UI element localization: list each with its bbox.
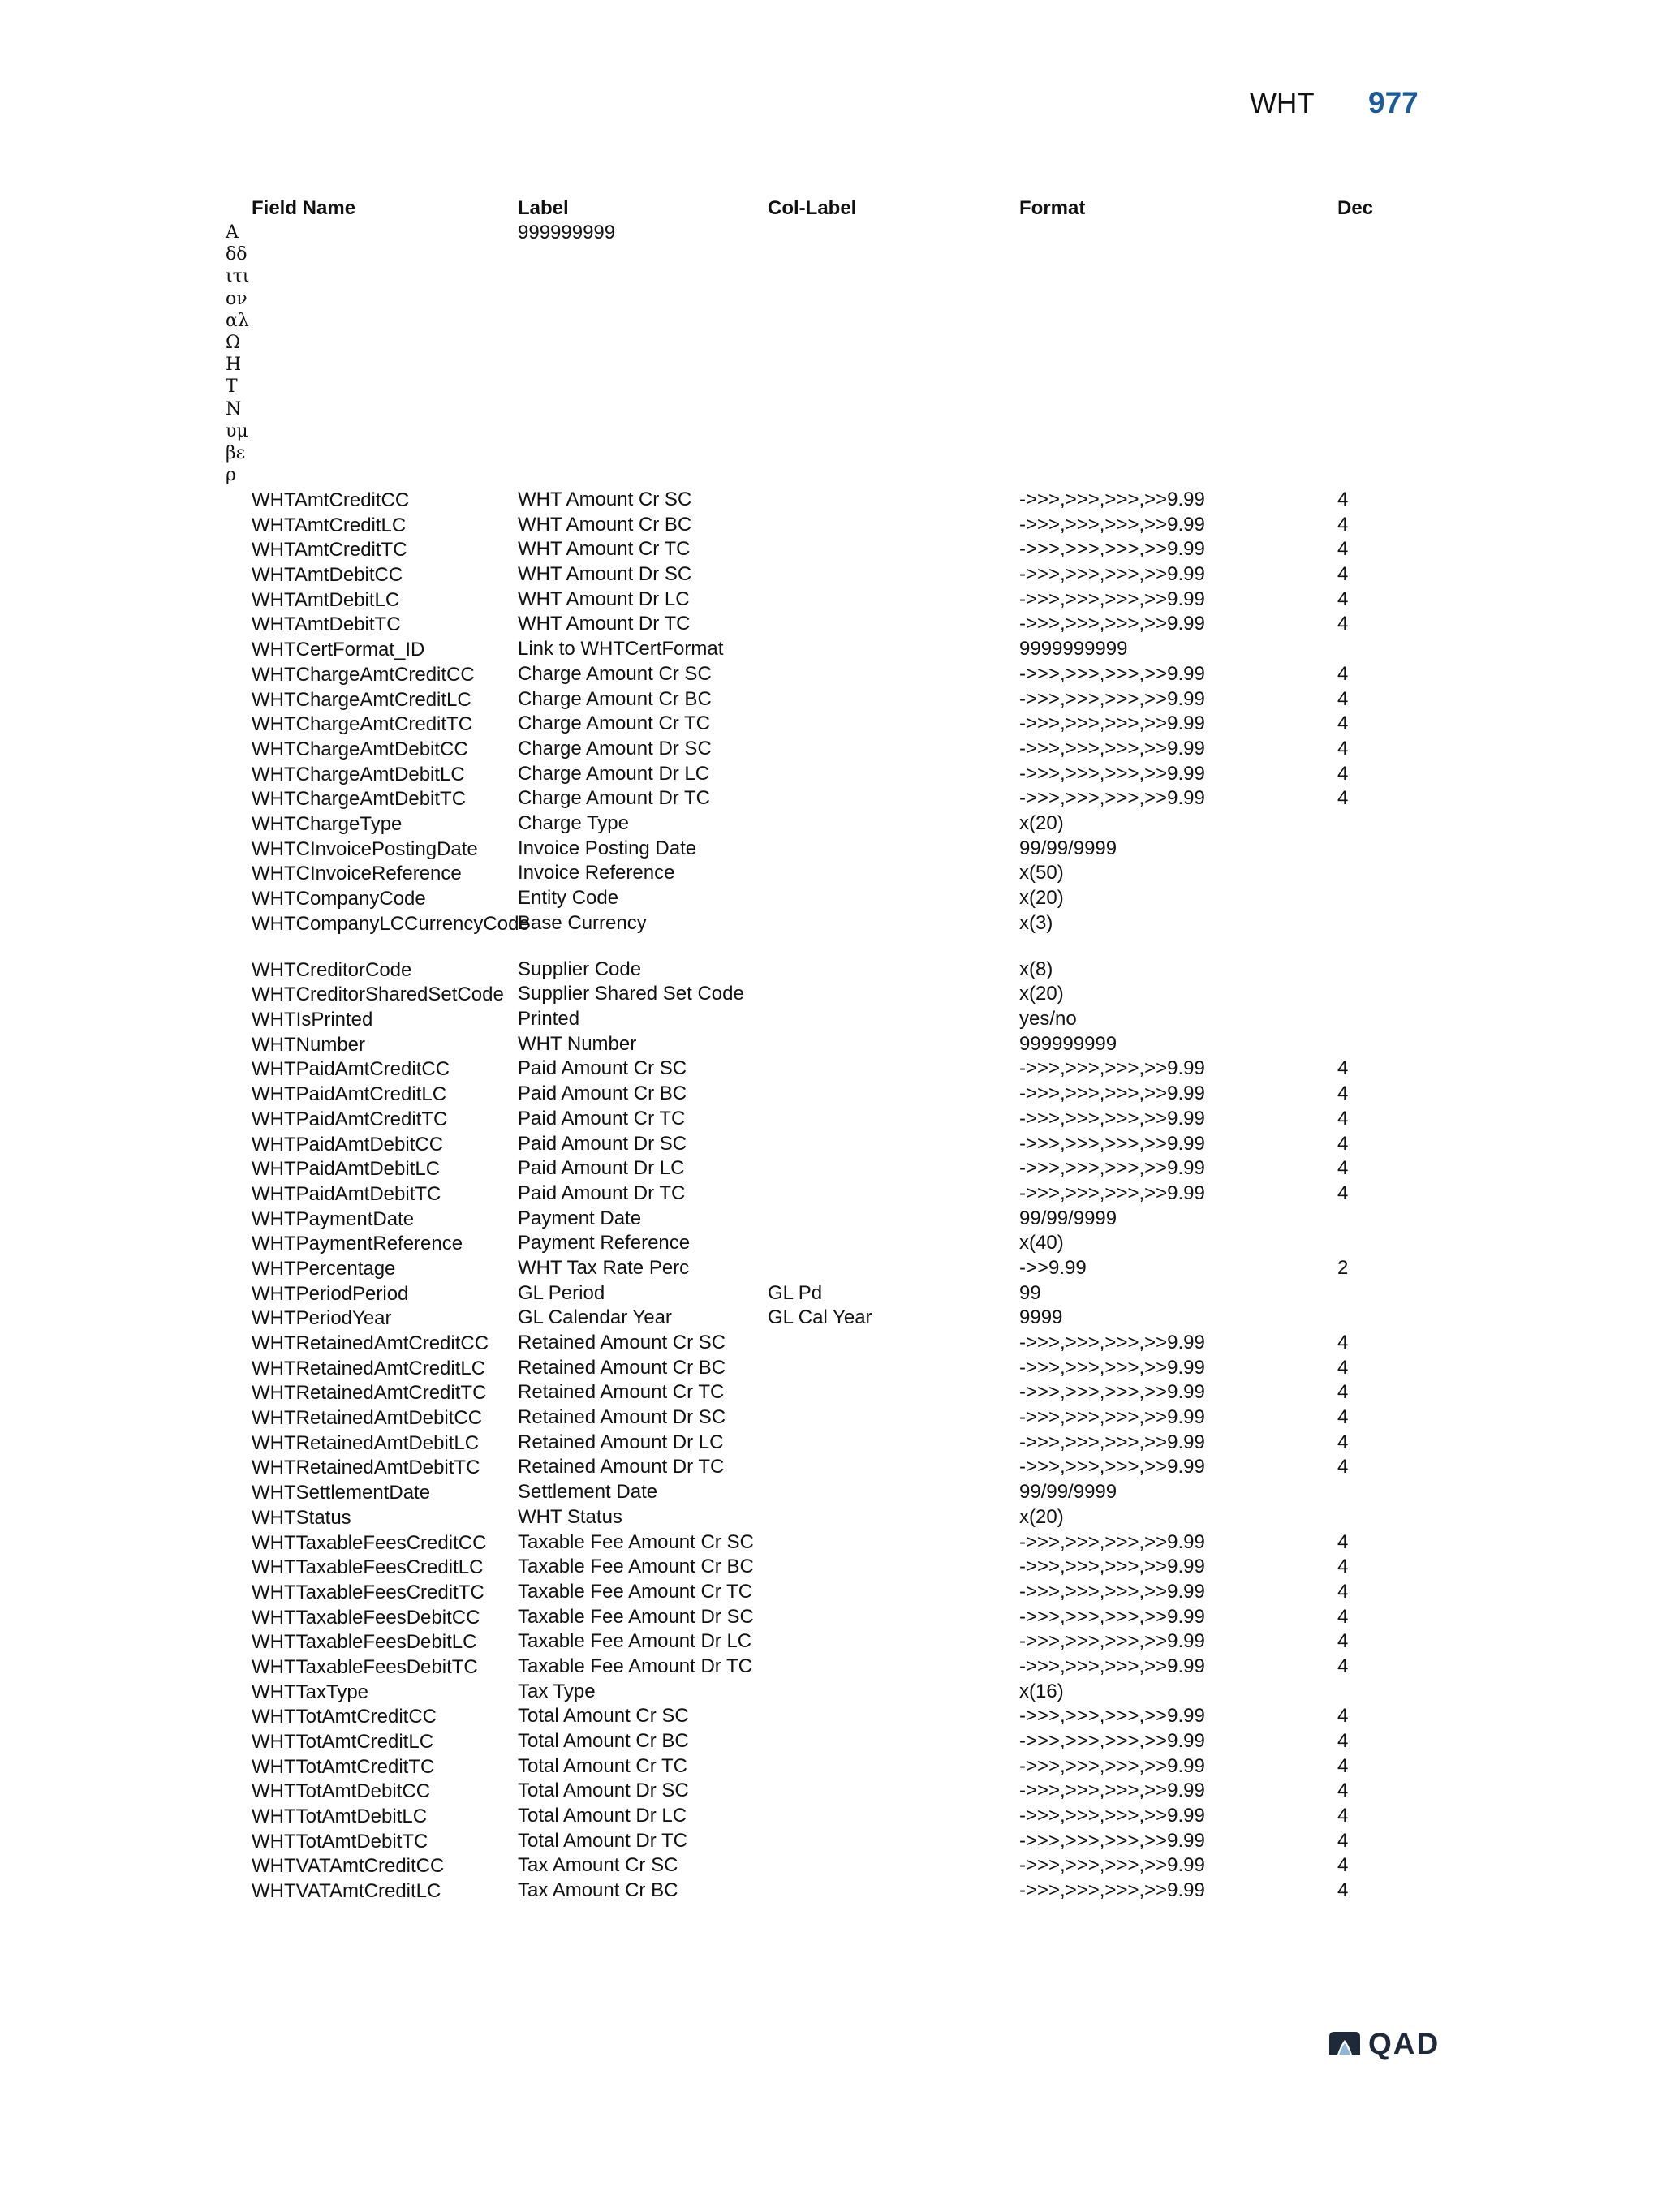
field-name-cell: WHTTotAmtDebitTC [252,1830,428,1853]
format-cell: ->>>,>>>,>>>,>>9.99 [1019,1580,1205,1603]
field-name-cell: WHTAmtCreditTC [252,539,407,562]
dec-cell: 4 [1337,1406,1349,1429]
table-row [0,1629,1662,1655]
format-cell: ->>>,>>>,>>>,>>9.99 [1019,687,1205,710]
dec-cell: 4 [1337,587,1349,610]
label-cell: Retained Amount Dr LC [518,1431,724,1453]
format-cell: ->>>,>>>,>>>,>>9.99 [1019,1406,1205,1429]
dec-cell: 4 [1337,538,1349,561]
dec-cell: 4 [1337,1082,1349,1105]
dec-cell: 4 [1337,687,1349,710]
field-name-cell: WHTCertFormat_ID [252,639,425,661]
format-cell: 9999 [1019,1306,1063,1329]
label-cell: WHT Tax Rate Perc [518,1256,690,1279]
field-name-cell: WHTPaidAmtDebitTC [252,1182,441,1205]
table-row [0,837,1662,862]
label-cell: Settlement Date [518,1481,658,1504]
table-row [0,1306,1662,1331]
table-row [0,1057,1662,1082]
format-cell: ->>>,>>>,>>>,>>9.99 [1019,1456,1205,1478]
format-cell: ->>>,>>>,>>>,>>9.99 [1019,613,1205,635]
label-cell: WHT Amount Dr TC [518,613,691,635]
dec-cell: 4 [1337,1630,1349,1653]
field-name-cell: WHTCompanyLCCurrencyCode [252,912,530,935]
side-marker-glyph: ον [226,288,248,309]
field-name-cell: WHTTaxableFeesDebitLC [252,1631,477,1654]
table-row [0,762,1662,787]
field-name-cell: WHTTotAmtCreditLC [252,1731,434,1753]
format-cell: ->>>,>>>,>>>,>>9.99 [1019,1779,1205,1802]
label-cell: Charge Type [518,811,629,834]
label-cell: Charge Amount Dr LC [518,762,710,785]
table-row [0,662,1662,687]
table-row [0,1380,1662,1405]
field-name-cell: WHTTotAmtCreditTC [252,1755,435,1778]
table-row [0,1878,1662,1904]
field-name-cell: WHTPeriodYear [252,1307,392,1330]
label-cell: Total Amount Cr SC [518,1705,689,1728]
table-row [0,1829,1662,1854]
format-cell: x(40) [1019,1232,1064,1254]
format-cell: ->>>,>>>,>>>,>>9.99 [1019,1705,1205,1728]
format-cell: ->>>,>>>,>>>,>>9.99 [1019,1854,1205,1877]
format-cell: 99/99/9999 [1019,1481,1117,1504]
label-cell: GL Period [518,1281,605,1304]
dec-cell: 4 [1337,1705,1349,1728]
field-name-cell: WHTPaidAmtCreditTC [252,1108,448,1130]
table-row [0,1530,1662,1556]
table-row [0,1754,1662,1779]
table-row [0,1181,1662,1207]
format-cell: ->>>,>>>,>>>,>>9.99 [1019,787,1205,810]
page-number: 977 [1368,86,1419,119]
format-cell: ->>>,>>>,>>>,>>9.99 [1019,662,1205,685]
format-cell: ->>>,>>>,>>>,>>9.99 [1019,538,1205,561]
field-name-cell: WHTChargeAmtCreditCC [252,663,475,686]
dec-cell: 2 [1337,1256,1349,1279]
side-marker-glyph: Ν [226,398,242,420]
field-name-cell: WHTCInvoiceReference [252,863,462,885]
field-name-cell: WHTNumber [252,1033,366,1056]
field-name-cell: WHTTotAmtDebitCC [252,1780,431,1803]
table-row [0,861,1662,886]
field-name-cell: WHTPercentage [252,1257,396,1280]
label-cell: Retained Amount Cr TC [518,1381,725,1404]
table-row [0,1207,1662,1232]
format-cell: x(16) [1019,1680,1064,1702]
label-cell: WHT Number [518,1032,637,1055]
label-cell: WHT Amount Dr LC [518,587,690,610]
dec-cell: 4 [1337,1057,1349,1080]
side-marker-glyph: Τ [226,377,238,398]
table-row [0,911,1662,958]
label-cell: Taxable Fee Amount Cr TC [518,1580,753,1603]
table-row [0,811,1662,837]
table-row [0,637,1662,662]
dec-cell: 4 [1337,662,1349,685]
field-name-cell: WHTPeriodPeriod [252,1282,409,1305]
side-marker-glyph: ιτι [226,266,250,287]
field-name-cell: WHTCreditorCode [252,958,412,981]
label-cell: Paid Amount Dr TC [518,1181,686,1204]
field-name-cell: WHTVATAmtCreditCC [252,1855,445,1878]
field-name-cell: WHTCInvoicePostingDate [252,837,478,860]
label-cell: Charge Amount Dr TC [518,787,710,810]
format-cell: x(20) [1019,1505,1064,1528]
label-cell: Payment Date [518,1207,642,1229]
format-cell: ->>>,>>>,>>>,>>9.99 [1019,1630,1205,1653]
dec-cell: 4 [1337,1530,1349,1553]
format-cell: ->>>,>>>,>>>,>>9.99 [1019,1879,1205,1902]
table-row [0,1256,1662,1281]
dec-cell: 4 [1337,1829,1349,1852]
table-row [0,537,1662,562]
format-cell: ->>>,>>>,>>>,>>9.99 [1019,1381,1205,1404]
format-cell: ->>>,>>>,>>>,>>9.99 [1019,1730,1205,1752]
dec-cell: 4 [1337,488,1349,510]
field-name-cell: WHTCreditorSharedSetCode [252,983,504,1006]
table-row [0,1405,1662,1431]
label-cell: Total Amount Cr BC [518,1730,689,1752]
dec-cell: 4 [1337,1431,1349,1453]
side-marker-glyph: Η [226,355,242,376]
table-row [0,1132,1662,1157]
format-cell: ->>>,>>>,>>>,>>9.99 [1019,1805,1205,1827]
label-cell: Invoice Posting Date [518,837,697,859]
label-cell: Paid Amount Cr BC [518,1082,687,1105]
format-cell: x(8) [1019,958,1053,980]
format-cell: ->>9.99 [1019,1256,1087,1279]
format-cell: ->>>,>>>,>>>,>>9.99 [1019,1356,1205,1379]
table-row [0,1356,1662,1381]
format-cell: ->>>,>>>,>>>,>>9.99 [1019,513,1205,536]
label-cell: Total Amount Dr LC [518,1805,687,1827]
dec-cell: 4 [1337,613,1349,635]
format-cell: x(50) [1019,862,1064,884]
table-row [0,1032,1662,1057]
format-cell: ->>>,>>>,>>>,>>9.99 [1019,737,1205,760]
label-cell: WHT Amount Cr BC [518,513,692,536]
format-cell: ->>>,>>>,>>>,>>9.99 [1019,1530,1205,1553]
field-name-cell: WHTTotAmtCreditCC [252,1706,437,1728]
field-name-cell: WHTAmtDebitTC [252,613,401,636]
table-header-row [0,197,1662,222]
dec-cell: 4 [1337,1605,1349,1628]
table-row [0,712,1662,737]
dec-cell: 4 [1337,1456,1349,1478]
table-row [0,1331,1662,1356]
field-name-cell: WHTChargeAmtDebitLC [252,763,465,785]
dec-cell: 4 [1337,1356,1349,1379]
field-name-cell: WHTRetainedAmtCreditLC [252,1357,486,1379]
footer-logo [1328,2029,1449,2061]
dec-cell: 4 [1337,1556,1349,1578]
label-cell: Total Amount Cr TC [518,1754,687,1777]
format-cell: x(20) [1019,887,1064,909]
field-name-cell: WHTRetainedAmtDebitLC [252,1431,480,1454]
field-table-body [0,488,1662,1904]
label-cell: WHT Amount Dr SC [518,563,692,586]
dec-cell: 4 [1337,737,1349,760]
label-cell: Supplier Code [518,958,642,980]
field-name-cell: WHTChargeAmtCreditTC [252,713,473,736]
dec-cell: 4 [1337,1779,1349,1802]
format-cell: ->>>,>>>,>>>,>>9.99 [1019,1754,1205,1777]
format-cell: ->>>,>>>,>>>,>>9.99 [1019,1655,1205,1677]
dec-cell: 4 [1337,1157,1349,1180]
format-cell: 999999999 [1019,1032,1117,1055]
table-row [0,1729,1662,1754]
dec-cell: 4 [1337,513,1349,536]
table-row [0,1082,1662,1107]
dec-cell: 4 [1337,1181,1349,1204]
format-cell: ->>>,>>>,>>>,>>9.99 [1019,1107,1205,1130]
column-header-format: Format [1019,197,1086,219]
table-row [0,982,1662,1007]
label-cell: Base Currency [518,911,647,934]
format-cell: yes/no [1019,1008,1077,1031]
table-row [0,737,1662,762]
field-name-cell: WHTPaidAmtCreditCC [252,1058,450,1081]
table-row [0,687,1662,712]
table-row [0,1680,1662,1705]
field-name-cell: WHTIsPrinted [252,1009,373,1031]
label-cell: Taxable Fee Amount Cr BC [518,1556,754,1578]
table-row [0,1704,1662,1729]
label-cell: Charge Amount Cr BC [518,687,712,710]
label-cell: Entity Code [518,887,619,909]
label-cell: Taxable Fee Amount Dr LC [518,1630,752,1653]
label-cell: Printed [518,1008,580,1031]
table-row [0,1107,1662,1132]
table-row [0,1480,1662,1505]
dec-cell: 4 [1337,563,1349,586]
dec-cell: 4 [1337,1754,1349,1777]
table-row [0,958,1662,983]
label-cell: Paid Amount Cr SC [518,1057,687,1080]
field-name-cell: WHTAmtDebitCC [252,564,403,587]
column-header-field-name: Field Name [252,197,356,219]
label-cell: Charge Amount Cr TC [518,712,710,735]
column-header-dec: Dec [1337,197,1374,219]
label-cell: GL Calendar Year [518,1306,672,1329]
label-cell: Link to WHTCertFormat [518,638,724,661]
label-cell: Taxable Fee Amount Dr SC [518,1605,754,1628]
table-row [0,1505,1662,1530]
table-row [0,488,1662,513]
format-cell: ->>>,>>>,>>>,>>9.99 [1019,1829,1205,1852]
first-row-label: 999999999 [518,222,616,243]
dec-cell: 4 [1337,1655,1349,1677]
table-row [0,612,1662,637]
side-marker-glyph: Ω [226,332,241,353]
dec-cell: 4 [1337,1730,1349,1752]
column-header-col-label: Col-Label [768,197,857,219]
field-name-cell: WHTRetainedAmtDebitCC [252,1407,483,1430]
table-row [0,1853,1662,1878]
field-name-cell: WHTRetainedAmtCreditCC [252,1332,489,1354]
field-name-cell: WHTTaxableFeesDebitTC [252,1655,478,1678]
format-cell: ->>>,>>>,>>>,>>9.99 [1019,1082,1205,1105]
format-cell: 99/99/9999 [1019,837,1117,859]
label-cell: Charge Amount Dr SC [518,737,712,760]
column-header-label: Label [518,197,569,219]
label-cell: Total Amount Dr TC [518,1829,687,1852]
format-cell: 9999999999 [1019,638,1128,661]
table-row [0,513,1662,538]
label-cell: Taxable Fee Amount Dr TC [518,1655,753,1677]
field-name-cell: WHTPaidAmtDebitCC [252,1133,444,1155]
format-cell: ->>>,>>>,>>>,>>9.99 [1019,762,1205,785]
field-name-cell: WHTTaxableFeesDebitCC [252,1606,480,1629]
dec-cell: 4 [1337,1879,1349,1902]
label-cell: Invoice Reference [518,862,675,884]
field-name-cell: WHTPaidAmtCreditLC [252,1083,447,1106]
label-cell: Paid Amount Cr TC [518,1107,686,1130]
table-row [0,1605,1662,1630]
table-row [0,1580,1662,1605]
field-name-cell: WHTVATAmtCreditLC [252,1880,441,1903]
side-marker-glyph: βε [226,442,246,463]
format-cell: ->>>,>>>,>>>,>>9.99 [1019,563,1205,586]
page-header [1250,88,1461,128]
dec-cell: 4 [1337,1854,1349,1877]
field-name-cell: WHTSettlementDate [252,1482,431,1504]
format-cell: x(20) [1019,983,1064,1005]
format-cell: ->>>,>>>,>>>,>>9.99 [1019,587,1205,610]
label-cell: Retained Amount Dr TC [518,1456,725,1478]
qad-logo-icon [1328,2030,1362,2058]
dec-cell: 4 [1337,762,1349,785]
field-name-cell: WHTChargeAmtDebitCC [252,738,468,760]
field-name-cell: WHTAmtDebitLC [252,588,400,611]
side-marker-glyph: υμ [226,420,248,441]
section-title: WHT [1250,88,1315,119]
label-cell: Tax Amount Cr BC [518,1879,678,1902]
label-cell: Charge Amount Cr SC [518,662,712,685]
format-cell: ->>>,>>>,>>>,>>9.99 [1019,1132,1205,1155]
dec-cell: 4 [1337,1132,1349,1155]
field-name-cell: WHTChargeType [252,812,403,835]
dec-cell: 4 [1337,1332,1349,1353]
format-cell: 99 [1019,1281,1041,1304]
format-cell: ->>>,>>>,>>>,>>9.99 [1019,1157,1205,1180]
label-cell: Taxable Fee Amount Cr SC [518,1530,754,1553]
field-name-cell: WHTTaxableFeesCreditLC [252,1556,484,1579]
format-cell: x(3) [1019,911,1053,934]
dec-cell: 4 [1337,1107,1349,1130]
label-cell: Total Amount Dr SC [518,1779,689,1802]
label-cell: Paid Amount Dr SC [518,1132,687,1155]
table-row [0,1779,1662,1804]
field-name-cell: WHTPaidAmtDebitLC [252,1158,441,1181]
table-row [0,587,1662,613]
field-name-cell: WHTAmtCreditCC [252,489,410,511]
field-name-cell: WHTPaymentReference [252,1233,463,1255]
table-row [0,1231,1662,1256]
field-name-cell: WHTAmtCreditLC [252,514,407,536]
field-name-cell: WHTTaxableFeesCreditCC [252,1531,487,1554]
field-name-cell: WHTCompanyCode [252,888,426,910]
side-marker-glyph: Α [226,222,239,243]
col-label-cell: GL Pd [768,1281,823,1304]
format-cell: ->>>,>>>,>>>,>>9.99 [1019,1057,1205,1080]
format-cell: ->>>,>>>,>>>,>>9.99 [1019,1431,1205,1453]
label-cell: Retained Amount Cr BC [518,1356,726,1379]
label-cell: Retained Amount Dr SC [518,1406,726,1429]
format-cell: ->>>,>>>,>>>,>>9.99 [1019,1605,1205,1628]
table-row [0,1804,1662,1829]
label-cell: Tax Amount Cr SC [518,1854,678,1877]
side-marker-glyph: δδ [226,244,248,265]
table-row [0,1455,1662,1480]
format-cell: ->>>,>>>,>>>,>>9.99 [1019,1181,1205,1204]
table-row [0,886,1662,911]
dec-cell: 4 [1337,712,1349,735]
table-row [0,786,1662,811]
side-marker-glyph: ρ [226,465,236,486]
format-cell: ->>>,>>>,>>>,>>9.99 [1019,1556,1205,1578]
col-label-cell: GL Cal Year [768,1306,872,1329]
table-row [0,1156,1662,1181]
field-name-cell: WHTChargeAmtCreditLC [252,688,471,711]
table-row [0,1281,1662,1306]
label-cell: WHT Amount Cr TC [518,538,691,561]
side-marker-column [226,222,250,486]
format-cell: 99/99/9999 [1019,1207,1117,1229]
label-cell: Tax Type [518,1680,596,1702]
format-cell: ->>>,>>>,>>>,>>9.99 [1019,712,1205,735]
field-name-cell: WHTTaxType [252,1681,369,1703]
table-row [0,1007,1662,1032]
field-name-cell: WHTPaymentDate [252,1207,415,1230]
label-cell: Paid Amount Dr LC [518,1157,685,1180]
format-cell: x(20) [1019,811,1064,834]
field-name-cell: WHTChargeAmtDebitTC [252,788,467,811]
label-cell: Retained Amount Cr SC [518,1332,726,1353]
field-name-cell: WHTTaxableFeesCreditTC [252,1581,484,1603]
qad-logo-text: QAD [1368,2027,1440,2060]
label-cell: Supplier Shared Set Code [518,983,744,1005]
field-name-cell: WHTTotAmtDebitLC [252,1805,428,1828]
format-cell: ->>>,>>>,>>>,>>9.99 [1019,488,1205,510]
format-cell: ->>>,>>>,>>>,>>9.99 [1019,1332,1205,1353]
dec-cell: 4 [1337,1805,1349,1827]
table-row [0,1555,1662,1580]
dec-cell: 4 [1337,787,1349,810]
dec-cell: 4 [1337,1381,1349,1404]
table-row [0,1431,1662,1456]
table-row [0,562,1662,587]
field-name-cell: WHTRetainedAmtDebitTC [252,1457,480,1479]
label-cell: WHT Amount Cr SC [518,488,692,510]
label-cell: WHT Status [518,1505,622,1528]
field-name-cell: WHTRetainedAmtCreditTC [252,1382,487,1405]
table-row [0,1655,1662,1680]
label-cell: Payment Reference [518,1232,691,1254]
field-name-cell: WHTStatus [252,1506,351,1529]
dec-cell: 4 [1337,1580,1349,1603]
side-marker-glyph: αλ [226,310,249,331]
